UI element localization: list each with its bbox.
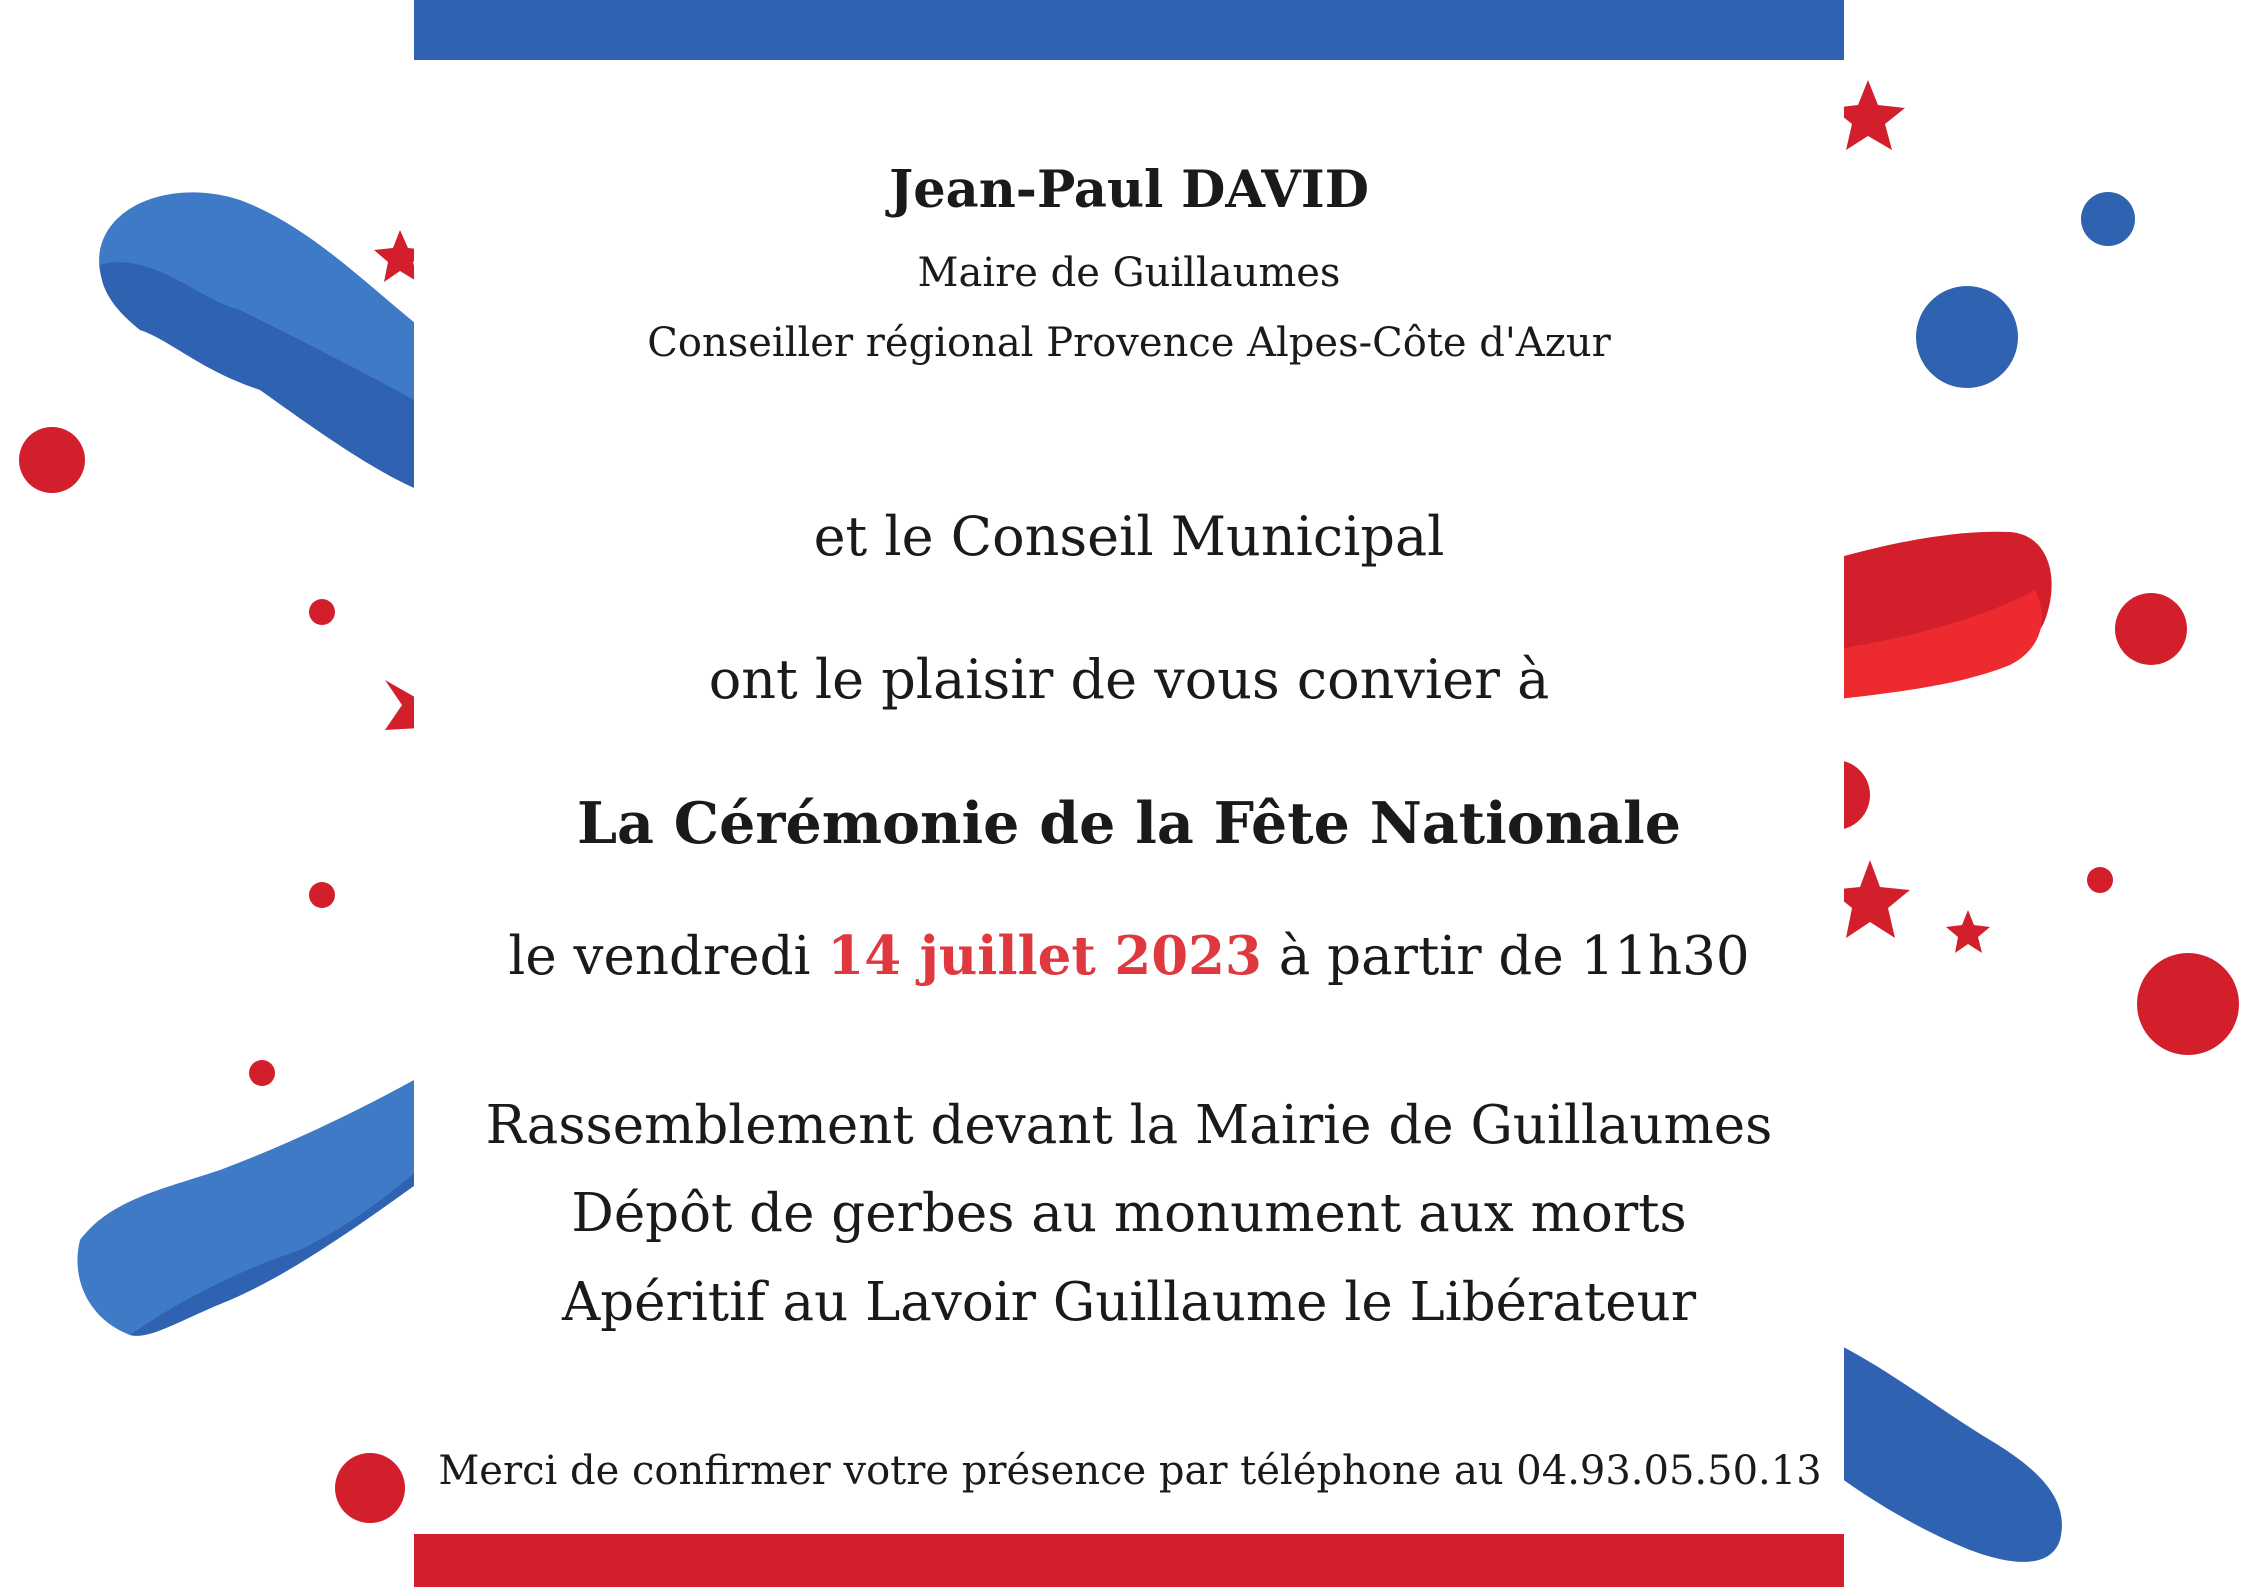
red-dot — [335, 1453, 405, 1523]
red-dot — [2087, 867, 2113, 893]
date-highlight: 14 juillet 2023 — [827, 925, 1262, 987]
blue-dot — [1916, 286, 2018, 388]
date-prefix: le vendredi — [508, 926, 828, 987]
invite-line: ont le plaisir de vous convier à — [708, 648, 1550, 711]
event-date-line — [414, 925, 1844, 987]
event-title: La Cérémonie de la Fête Nationale — [576, 790, 1682, 857]
blue-top-bar — [414, 0, 1844, 60]
red-bottom-bar — [414, 1534, 1844, 1587]
host-name: Jean-Paul DAVID — [889, 160, 1369, 220]
blue-brush-stroke-bottom-right — [1830, 1340, 2062, 1562]
red-dot — [2137, 953, 2239, 1055]
red-dot — [309, 882, 335, 908]
host-title-councillor: Conseiller régional Provence Alpes-Côte d'Azur — [647, 320, 1611, 366]
red-dot — [19, 427, 85, 493]
date-suffix: à partir de 11h30 — [1261, 926, 1750, 987]
co-host-line: et le Conseil Municipal — [813, 505, 1445, 568]
program-item: Rassemblement devant la Mairie de Guillaumes — [485, 1095, 1773, 1156]
rsvp-line: Merci de confirmer votre présence par téléphone au 04.93.05.50.13 — [438, 1448, 1822, 1494]
red-dot — [249, 1060, 275, 1086]
red-dot — [2115, 593, 2187, 665]
program-item: Dépôt de gerbes au monument aux morts — [571, 1183, 1687, 1244]
blue-dot — [2081, 192, 2135, 246]
red-star — [1946, 910, 1990, 953]
host-title-mayor: Maire de Guillaumes — [917, 250, 1341, 296]
red-dot — [309, 599, 335, 625]
program-item: Apéritif au Lavoir Guillaume le Libérateur — [561, 1272, 1697, 1333]
